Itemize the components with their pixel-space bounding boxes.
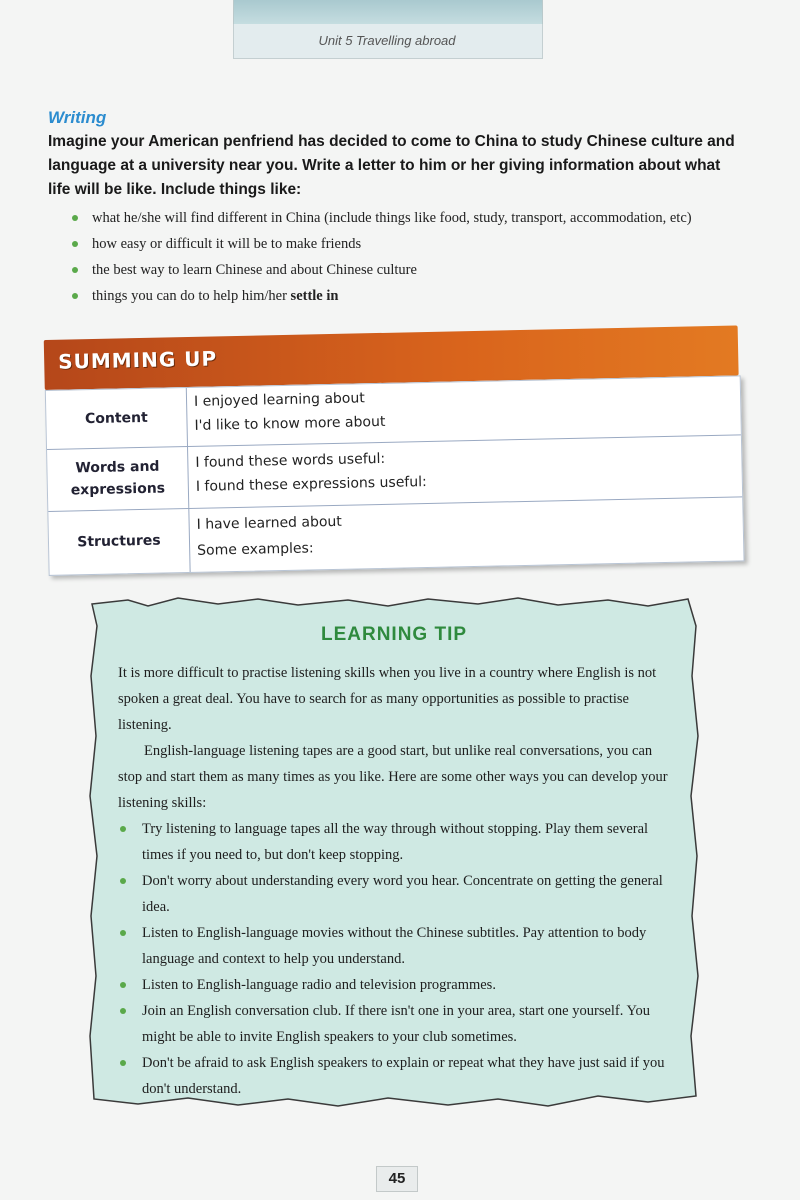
summing-up-title: SUMMING UP (57, 346, 218, 374)
header-photo (233, 0, 543, 25)
unit-title: Unit 5 Travelling abroad (318, 33, 456, 48)
tip-bullet: Don't be afraid to ask English speakers to explain or repeat what they have just said if you don't understand. (118, 1050, 674, 1102)
tip-bullet: Listen to English-language radio and television programmes. (118, 972, 674, 998)
tip-paragraph: It is more difficult to practise listening skills when you live in a country where English is not spoken a great deal. You have to search for as many opportunities as possible to practise listening. (118, 665, 657, 733)
row-label: Structures (77, 532, 161, 551)
tip-bullet: Try listening to language tapes all the way through without stopping. Play them several times if you need to, but don't keep stopping. (118, 816, 674, 868)
tip-bullet: Listen to English-language movies without the Chinese subtitles. Pay attention to body language and context to help you understand. (118, 920, 674, 972)
writing-bullet (72, 283, 742, 309)
summing-up-box (44, 337, 742, 573)
learning-tip-body (118, 660, 674, 1102)
summing-row-structures (48, 496, 743, 576)
writing-heading: Writing (48, 108, 107, 127)
tip-bullet: Don't worry about understanding every word you hear. Concentrate on getting the general idea. (118, 868, 674, 920)
row-label: Words and expressions (70, 458, 166, 499)
tip-bullet-list (118, 816, 674, 1102)
page-number: 45 (376, 1166, 418, 1192)
tip-paragraph: English-language listening tapes are a good start, but unlike real conversations, you can stop and start them as many times as you like. Here are some other ways you can develop your listening skills: (118, 743, 668, 811)
row-line: Some examples: (197, 540, 314, 559)
row-line: I found these expressions useful: (195, 474, 427, 495)
row-label: Content (84, 409, 148, 428)
learning-tip-title: LEARNING TIP (320, 624, 468, 645)
row-line: I'd like to know more about (194, 413, 386, 434)
row-line: I enjoyed learning about (193, 390, 365, 410)
writing-prompt: Imagine your American penfriend has decided to come to China to study Chinese culture and language at a university near you. Write a letter to him or her giving information about what life will be like. Include things like: (48, 133, 735, 198)
summing-up-table (45, 375, 745, 576)
settle-in-emphasis: settle in (290, 288, 339, 304)
writing-bullet-list (72, 205, 742, 309)
writing-bullet: what he/she will find different in China (include things like food, study, transport, accommodation, etc) (72, 205, 742, 231)
writing-bullet: how easy or difficult it will be to make friends (72, 231, 742, 257)
row-line: I have learned about (196, 513, 342, 533)
learning-tip-box (88, 596, 700, 1110)
row-line: I found these words useful: (195, 450, 386, 471)
writing-bullet: the best way to learn Chinese and about Chinese culture (72, 257, 742, 283)
writing-bullet-text: things you can do to help him/her (92, 288, 287, 304)
tip-bullet: Join an English conversation club. If there isn't one in your area, start one yourself. You might be able to invite English speakers to your club sometimes. (118, 998, 674, 1050)
